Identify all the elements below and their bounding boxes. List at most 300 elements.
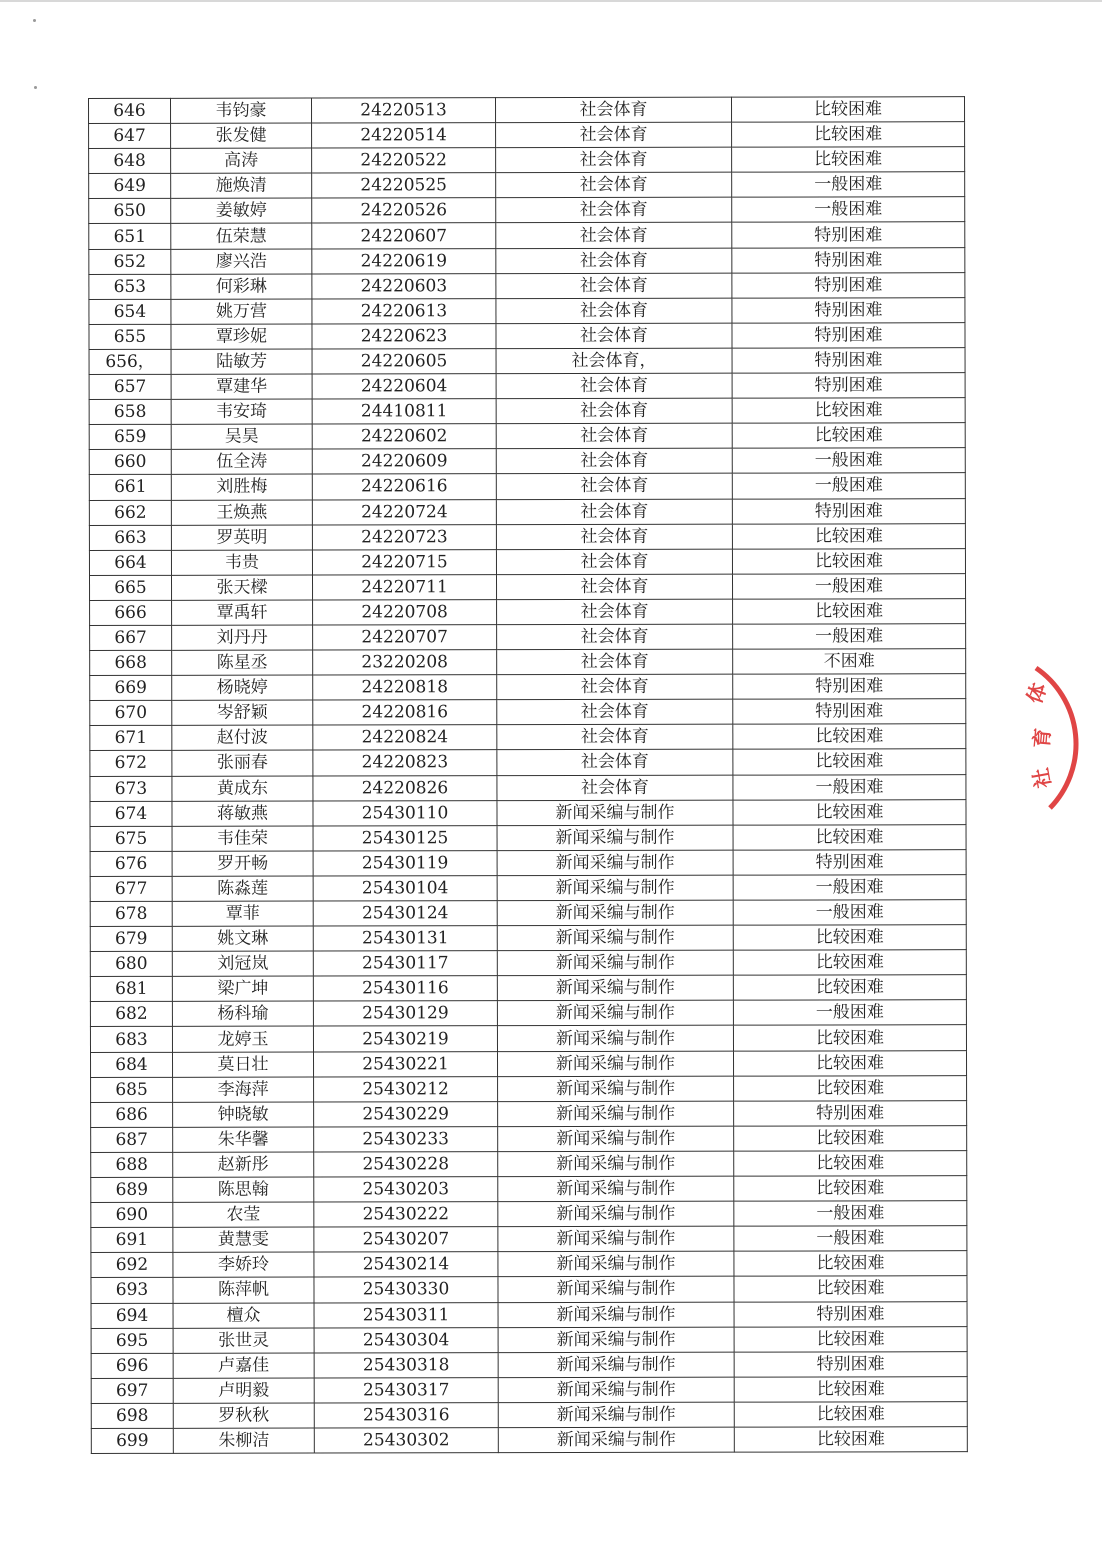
cell-hardship-level: 比较困难 (733, 799, 966, 825)
cell-student-name: 黄慧雯 (173, 1227, 314, 1252)
cell-student-name: 覃珍妮 (171, 324, 312, 349)
cell-row-number: 654 (89, 299, 171, 324)
table-row (90, 875, 966, 902)
table-row (91, 1075, 967, 1102)
cell-student-name: 岑舒颖 (172, 700, 313, 725)
cell-major: 社会体育 (496, 223, 732, 249)
cell-row-number: 684 (90, 1052, 172, 1077)
cell-hardship-level: 比较困难 (733, 1025, 966, 1051)
cell-student-name: 刘丹丹 (172, 625, 313, 650)
cell-hardship-level: 比较困难 (734, 1427, 967, 1453)
table-row (89, 398, 965, 425)
cell-row-number: 690 (91, 1202, 173, 1227)
cell-student-id: 24220613 (312, 298, 496, 323)
cell-row-number: 693 (91, 1278, 173, 1303)
cell-row-number: 680 (90, 952, 172, 977)
cell-student-id: 25430124 (313, 901, 497, 926)
cell-major: 新闻采编与制作 (498, 1277, 734, 1303)
cell-student-name: 张发健 (171, 123, 312, 148)
table-row (89, 97, 965, 124)
cell-hardship-level: 特别困难 (732, 247, 965, 273)
table-row (89, 323, 965, 350)
cell-row-number: 649 (89, 174, 171, 199)
table-row (91, 1376, 967, 1403)
cell-row-number: 652 (89, 249, 171, 274)
cell-hardship-level: 比较困难 (734, 1326, 967, 1352)
cell-row-number: 676 (90, 851, 172, 876)
table-row (90, 900, 966, 927)
cell-student-name: 张丽春 (172, 750, 313, 775)
cell-student-id: 25430203 (314, 1177, 498, 1202)
cell-hardship-level: 一般困难 (733, 624, 966, 650)
cell-hardship-level: 特别困难 (733, 674, 966, 700)
cell-hardship-level: 一般困难 (734, 1226, 967, 1252)
cell-row-number: 682 (90, 1002, 172, 1027)
table-row (89, 423, 965, 450)
cell-major: 社会体育 (497, 699, 733, 725)
cell-major: 新闻采编与制作 (498, 1101, 734, 1127)
cell-student-name: 覃禹轩 (172, 600, 313, 625)
cell-student-name: 卢嘉佳 (173, 1353, 314, 1378)
cell-row-number: 692 (91, 1253, 173, 1278)
cell-student-id: 24220513 (312, 98, 496, 123)
cell-student-id: 25430229 (314, 1101, 498, 1126)
cell-hardship-level: 比较困难 (733, 950, 966, 976)
cell-student-id: 24220603 (312, 273, 496, 298)
table-row (91, 1126, 967, 1153)
cell-major: 新闻采编与制作 (498, 1377, 734, 1403)
official-seal-stamp (1000, 640, 1102, 840)
cell-student-id: 25430317 (314, 1377, 498, 1402)
table-row (89, 573, 965, 600)
cell-major: 社会体育 (496, 273, 732, 299)
cell-hardship-level: 特别困难 (734, 1100, 967, 1126)
cell-student-id: 25430318 (314, 1352, 498, 1377)
cell-student-id: 24410811 (312, 399, 496, 424)
cell-row-number: 689 (91, 1177, 173, 1202)
cell-student-name: 姜敏婷 (171, 198, 312, 223)
cell-major: 新闻采编与制作 (498, 1176, 734, 1202)
cell-major: 社会体育 (496, 373, 732, 399)
cell-hardship-level: 一般困难 (733, 875, 966, 901)
cell-student-name: 黄成东 (172, 776, 313, 801)
cell-student-name: 韦贵 (171, 550, 312, 575)
cell-hardship-level: 一般困难 (734, 1201, 967, 1227)
seal-char-3: 社 (1028, 766, 1056, 790)
cell-hardship-level: 特别困难 (732, 272, 965, 298)
cell-major: 社会体育 (497, 674, 733, 700)
seal-char-1: 体 (1021, 679, 1052, 707)
cell-hardship-level: 一般困难 (733, 1000, 966, 1026)
cell-student-id: 24220715 (312, 549, 496, 574)
cell-major: 社会体育 (496, 172, 732, 198)
cell-hardship-level: 特别困难 (734, 1351, 967, 1377)
cell-row-number: 677 (90, 876, 172, 901)
cell-student-name: 陈思翰 (173, 1177, 314, 1202)
cell-row-number: 683 (90, 1027, 172, 1052)
cell-student-id: 25430129 (313, 1001, 497, 1026)
table-row (91, 1301, 967, 1328)
cell-major: 社会体育 (496, 574, 732, 600)
cell-student-name: 李娇玲 (173, 1252, 314, 1277)
cell-student-id: 24220826 (313, 775, 497, 800)
cell-student-id: 24220525 (312, 173, 496, 198)
cell-major: 社会体育 (496, 549, 732, 575)
cell-student-id: 25430125 (313, 825, 497, 850)
cell-row-number: 675 (90, 826, 172, 851)
cell-student-name: 李海萍 (173, 1077, 314, 1102)
cell-student-id: 24220514 (312, 123, 496, 148)
cell-major: 社会体育 (497, 775, 733, 801)
cell-major: 新闻采编与制作 (497, 1026, 733, 1052)
cell-row-number: 648 (89, 149, 171, 174)
cell-row-number: 647 (89, 123, 171, 148)
cell-row-number: 656， (89, 349, 171, 374)
cell-hardship-level: 比较困难 (734, 1126, 967, 1152)
cell-student-name: 韦安琦 (171, 399, 312, 424)
table-row (89, 297, 965, 324)
cell-hardship-level: 一般困难 (733, 900, 966, 926)
cell-student-id: 25430207 (314, 1227, 498, 1252)
cell-hardship-level: 比较困难 (733, 599, 966, 625)
cell-student-name: 檀众 (173, 1303, 314, 1328)
scan-speck (33, 19, 36, 22)
cell-major: 新闻采编与制作 (498, 1226, 734, 1252)
cell-row-number: 688 (91, 1152, 173, 1177)
cell-row-number: 670 (90, 701, 172, 726)
table-row (91, 1100, 967, 1127)
cell-student-id: 24220526 (312, 198, 496, 223)
cell-hardship-level: 特别困难 (732, 498, 965, 524)
cell-student-name: 何彩琳 (171, 274, 312, 299)
cell-major: 社会体育 (497, 624, 733, 650)
cell-row-number: 664 (89, 550, 171, 575)
cell-row-number: 646 (89, 98, 171, 123)
cell-row-number: 665 (89, 575, 171, 600)
cell-student-name: 陆敏芳 (171, 349, 312, 374)
cell-row-number: 681 (90, 977, 172, 1002)
cell-hardship-level: 比较困难 (732, 147, 965, 173)
cell-row-number: 694 (91, 1303, 173, 1328)
cell-hardship-level: 比较困难 (732, 523, 965, 549)
cell-major: 新闻采编与制作 (497, 875, 733, 901)
cell-student-id: 24220623 (312, 323, 496, 348)
cell-student-id: 23220208 (313, 650, 497, 675)
table-row (90, 849, 966, 876)
cell-student-name: 姚万营 (171, 299, 312, 324)
cell-student-id: 25430104 (313, 876, 497, 901)
cell-row-number: 650 (89, 199, 171, 224)
cell-student-id: 24220604 (312, 374, 496, 399)
cell-major: 新闻采编与制作 (497, 800, 733, 826)
cell-student-id: 24220616 (312, 474, 496, 499)
table-row (90, 1025, 966, 1052)
cell-major: 新闻采编与制作 (497, 950, 733, 976)
cell-student-id: 24220607 (312, 223, 496, 248)
table-row (89, 523, 965, 550)
table-row (89, 247, 965, 274)
cell-row-number: 661 (89, 475, 171, 500)
cell-hardship-level: 比较困难 (734, 1251, 967, 1277)
cell-student-name: 韦钧豪 (171, 98, 312, 123)
cell-hardship-level: 一般困难 (732, 197, 965, 223)
table-row (89, 222, 965, 249)
cell-student-name: 农莹 (173, 1202, 314, 1227)
cell-student-id: 24220723 (312, 524, 496, 549)
cell-major: 新闻采编与制作 (498, 1427, 734, 1453)
cell-major: 新闻采编与制作 (497, 1051, 733, 1077)
cell-student-id: 25430119 (313, 850, 497, 875)
table-row (90, 774, 966, 801)
cell-hardship-level: 比较困难 (732, 548, 965, 574)
cell-hardship-level: 比较困难 (733, 749, 966, 775)
cell-row-number: 673 (90, 776, 172, 801)
table-body (89, 97, 968, 1454)
cell-hardship-level: 比较困难 (733, 724, 966, 750)
cell-row-number: 671 (90, 726, 172, 751)
cell-major: 新闻采编与制作 (497, 1001, 733, 1027)
cell-major: 新闻采编与制作 (497, 825, 733, 851)
cell-student-name: 莫日壮 (172, 1052, 313, 1077)
cell-hardship-level: 特别困难 (733, 849, 966, 875)
cell-major: 新闻采编与制作 (498, 1201, 734, 1227)
table-row (89, 373, 965, 400)
cell-hardship-level: 比较困难 (733, 824, 966, 850)
cell-student-name: 刘胜梅 (171, 474, 312, 499)
cell-row-number: 696 (91, 1353, 173, 1378)
cell-student-id: 24220602 (312, 424, 496, 449)
cell-major: 社会体育 (497, 649, 733, 675)
cell-major: 社会体育 (496, 423, 732, 449)
table-row (90, 1000, 966, 1027)
cell-major: 新闻采编与制作 (498, 1251, 734, 1277)
cell-row-number: 691 (91, 1228, 173, 1253)
cell-row-number: 660 (89, 450, 171, 475)
cell-student-name: 施焕清 (171, 173, 312, 198)
cell-hardship-level: 不困难 (733, 649, 966, 675)
cell-student-id: 24220605 (312, 349, 496, 374)
student-hardship-table (88, 96, 968, 1454)
cell-hardship-level: 比较困难 (731, 97, 964, 123)
cell-student-name: 姚文琳 (172, 926, 313, 951)
cell-major: 新闻采编与制作 (498, 1302, 734, 1328)
cell-student-name: 覃建华 (171, 374, 312, 399)
cell-row-number: 659 (89, 425, 171, 450)
cell-major: 新闻采编与制作 (497, 850, 733, 876)
table-row (90, 674, 966, 701)
cell-row-number: 653 (89, 274, 171, 299)
cell-student-name: 廖兴浩 (171, 249, 312, 274)
table-row (89, 348, 965, 375)
table-row (89, 147, 965, 174)
cell-student-name: 卢明毅 (173, 1378, 314, 1403)
cell-hardship-level: 比较困难 (734, 1402, 967, 1428)
cell-hardship-level: 特别困难 (732, 373, 965, 399)
cell-student-id: 25430110 (313, 800, 497, 825)
cell-student-name: 梁广坤 (172, 976, 313, 1001)
cell-row-number: 668 (90, 650, 172, 675)
cell-row-number: 678 (90, 901, 172, 926)
table-row (91, 1276, 967, 1303)
table-row (89, 548, 965, 575)
cell-student-name: 伍全涛 (171, 449, 312, 474)
cell-hardship-level: 特别困难 (732, 297, 965, 323)
cell-major: 社会体育 (496, 298, 732, 324)
table-row (91, 1251, 967, 1278)
cell-major: 社会体育 (496, 248, 732, 274)
table-row (90, 824, 966, 851)
cell-hardship-level: 一般困难 (732, 473, 965, 499)
cell-student-id: 25430117 (313, 951, 497, 976)
cell-hardship-level: 一般困难 (733, 774, 966, 800)
cell-row-number: 663 (89, 525, 171, 550)
cell-student-name: 刘冠岚 (172, 951, 313, 976)
cell-major: 社会体育 (496, 474, 732, 500)
cell-major: 社会体育 (496, 524, 732, 550)
cell-row-number: 699 (91, 1428, 173, 1453)
cell-student-name: 杨晓婷 (172, 675, 313, 700)
cell-student-name: 陈淼莲 (172, 876, 313, 901)
cell-major: 社会体育 (496, 499, 732, 525)
cell-student-name: 杨科瑜 (172, 1001, 313, 1026)
cell-hardship-level: 特别困难 (734, 1301, 967, 1327)
cell-major: 社会体育 (496, 147, 732, 173)
cell-student-name: 吴昊 (171, 424, 312, 449)
cell-student-id: 25430221 (313, 1051, 497, 1076)
cell-major: 社会体育 (496, 448, 732, 474)
cell-row-number: 672 (90, 751, 172, 776)
cell-student-id: 24220522 (312, 148, 496, 173)
cell-row-number: 666 (90, 600, 172, 625)
cell-row-number: 655 (89, 324, 171, 349)
cell-student-id: 25430311 (314, 1302, 498, 1327)
cell-major: 社会体育 (496, 122, 732, 148)
cell-hardship-level: 比较困难 (734, 1151, 967, 1177)
cell-row-number: 697 (91, 1378, 173, 1403)
table-row (89, 172, 965, 199)
cell-student-id: 25430304 (314, 1327, 498, 1352)
cell-row-number: 686 (91, 1102, 173, 1127)
table-row (90, 624, 966, 651)
table-row (89, 122, 965, 149)
table-row (91, 1201, 967, 1228)
cell-hardship-level: 比较困难 (732, 398, 965, 424)
cell-hardship-level: 特别困难 (732, 222, 965, 248)
cell-hardship-level: 比较困难 (734, 1376, 967, 1402)
cell-student-name: 张世灵 (173, 1328, 314, 1353)
cell-hardship-level: 一般困难 (732, 172, 965, 198)
cell-major: 社会体育 (496, 198, 732, 224)
cell-row-number: 669 (90, 675, 172, 700)
cell-student-name: 朱柳洁 (173, 1428, 314, 1453)
cell-student-id: 24220708 (313, 600, 497, 625)
cell-student-id: 24220818 (313, 675, 497, 700)
cell-row-number: 662 (89, 500, 171, 525)
table-row (91, 1151, 967, 1178)
cell-student-name: 罗秋秋 (173, 1403, 314, 1428)
cell-major: 新闻采编与制作 (498, 1151, 734, 1177)
cell-hardship-level: 特别困难 (732, 348, 965, 374)
cell-hardship-level: 比较困难 (734, 1276, 967, 1302)
cell-major: 新闻采编与制作 (498, 1352, 734, 1378)
cell-hardship-level: 比较困难 (733, 1050, 966, 1076)
cell-student-id: 24220824 (313, 725, 497, 750)
cell-student-id: 24220707 (313, 625, 497, 650)
cell-major: 社会体育， (496, 348, 732, 374)
cell-row-number: 698 (91, 1403, 173, 1428)
cell-hardship-level: 比较困难 (732, 122, 965, 148)
cell-major: 新闻采编与制作 (497, 925, 733, 951)
cell-hardship-level: 一般困难 (732, 573, 965, 599)
cell-student-name: 朱华馨 (173, 1127, 314, 1152)
table-row (91, 1427, 967, 1454)
cell-student-name: 蒋敏燕 (172, 801, 313, 826)
cell-student-name: 伍荣慧 (171, 224, 312, 249)
cell-student-name: 罗开畅 (172, 851, 313, 876)
cell-student-name: 王焕燕 (171, 500, 312, 525)
cell-row-number: 667 (90, 625, 172, 650)
cell-hardship-level: 特别困难 (733, 699, 966, 725)
table-row (90, 925, 966, 952)
table-row (89, 197, 965, 224)
table-row (90, 724, 966, 751)
cell-hardship-level: 一般困难 (732, 448, 965, 474)
cell-major: 社会体育 (497, 599, 733, 625)
cell-student-id: 25430222 (314, 1202, 498, 1227)
cell-student-id: 24220619 (312, 248, 496, 273)
cell-major: 新闻采编与制作 (498, 1076, 734, 1102)
scan-top-edge (0, 0, 1102, 2)
cell-hardship-level: 比较困难 (734, 1075, 967, 1101)
cell-row-number: 679 (90, 926, 172, 951)
cell-student-id: 24220724 (312, 499, 496, 524)
table-row (90, 649, 966, 676)
cell-student-name: 张天樑 (171, 575, 312, 600)
cell-row-number: 651 (89, 224, 171, 249)
cell-student-name: 钟晓敏 (173, 1102, 314, 1127)
seal-char-2: 育 (1029, 726, 1055, 750)
table-row (90, 950, 966, 977)
cell-student-id: 25430302 (314, 1428, 498, 1453)
table-row (91, 1326, 967, 1353)
cell-student-id: 24220816 (313, 700, 497, 725)
table-row (90, 975, 966, 1002)
cell-student-name: 罗英明 (171, 525, 312, 550)
cell-major: 社会体育 (496, 323, 732, 349)
cell-student-id: 24220711 (312, 574, 496, 599)
cell-hardship-level: 比较困难 (732, 423, 965, 449)
table-row (90, 699, 966, 726)
cell-hardship-level: 特别困难 (732, 323, 965, 349)
table-row (89, 498, 965, 525)
cell-major: 新闻采编与制作 (498, 1402, 734, 1428)
cell-student-name: 龙婷玉 (172, 1026, 313, 1051)
cell-student-id: 24220609 (312, 449, 496, 474)
cell-row-number: 674 (90, 801, 172, 826)
scan-speck (34, 86, 37, 89)
cell-student-id: 25430316 (314, 1403, 498, 1428)
table-row (90, 1050, 966, 1077)
cell-student-name: 陈萍帆 (173, 1277, 314, 1302)
table-row (90, 749, 966, 776)
cell-hardship-level: 比较困难 (734, 1176, 967, 1202)
cell-major: 新闻采编与制作 (498, 1126, 734, 1152)
cell-major: 社会体育 (496, 97, 732, 123)
table-row (89, 473, 965, 500)
cell-student-id: 25430116 (313, 976, 497, 1001)
cell-row-number: 695 (91, 1328, 173, 1353)
cell-major: 社会体育 (496, 398, 732, 424)
